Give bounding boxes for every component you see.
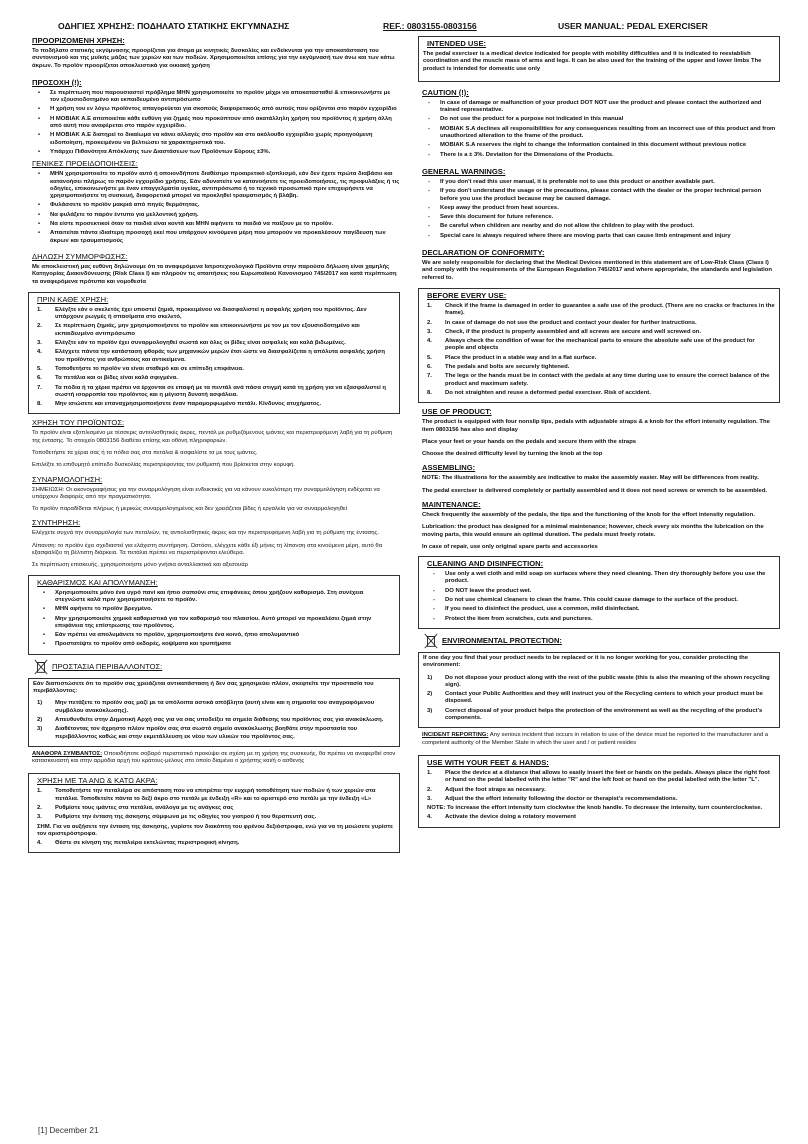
list-item: • Να είστε προσεκτικοί όταν τα παιδιά είναι κοντά και ΜΗΝ αφήνετε τα παιδιά να παίζουν με το προϊόν. xyxy=(38,221,400,228)
gr-assembly-title: ΣΥΝΑΡΜΟΛΟΓΗΣΗ: xyxy=(32,474,103,484)
list-item: NOTE: To increase the effort intensity turn clockwise the knob handle. To decrease the intensity, turn counterclockwise. xyxy=(427,805,763,812)
gr-cleaning-title: ΚΑΘΑΡΙΣΜΟΣ ΚΑΙ ΑΠΟΛΥΜΑΝΣΗ: xyxy=(37,577,158,587)
gr-warnings-title: ΓΕΝΙΚΕΣ ΠΡΟΕΙΔΟΠΟΙΗΣΕΙΣ: xyxy=(32,159,138,169)
gr-product-use-title: ΧΡΗΣΗ ΤΟΥ ΠΡΟΪΟΝΤΟΣ: xyxy=(32,418,125,428)
english-title: USER MANUAL: PEDAL EXERCISER xyxy=(558,21,708,31)
list-item: • Να φυλάξετε το παρόν έντυπο για μελλοντική χρήση. xyxy=(38,212,400,219)
en-warnings-list xyxy=(418,179,780,240)
paragraph: Choose the desired difficulty level by turning the knob at the top xyxy=(422,451,603,458)
gr-environment-heading xyxy=(32,659,400,675)
gr-warnings-list xyxy=(28,171,400,245)
list-item: • Η ΜΟΒΙΑΚ Α.Ε αποποιείται κάθε ευθύνη για ζημιές που προκύπτουν από ακατάλληλη χρήση του προϊόντος ή χρήση άλλη από αυτή που αναφέρεται στο παρόν εγχειρίδιο. xyxy=(38,116,400,131)
list-item: 2. Σε περίπτωση ζημιάς, μην χρησιμοποιήσετε το προϊόν και επικοινωνήστε με τον με τον εξουσιοδοτημένο και εκπαιδευμένο αντιπρόσωπο xyxy=(37,323,360,337)
list-item: - If you don't read this user manual, it is preferable not to use this product or another available part. xyxy=(428,179,780,186)
list-item: 2. In case of damage do not use the product and contact your dealer for further instructions. xyxy=(427,319,697,326)
en-before-use-title: BEFORE EVERY USE: xyxy=(427,290,507,300)
paragraph: Place your feet or your hands on the pedals and secure them with the straps xyxy=(422,438,637,445)
list-item: 4. Θέστε σε κίνηση της πεταλιέρα εκτελώντας περιστροφική κίνηση. xyxy=(37,840,240,847)
list-item: 7. Τα πόδια ή τα χέρια πρέπει να έρχονται σε επαφή με τα πεντάλ ανά πάσα στιγμή κατά τη χρήση για να εξασφαλιστεί η σωστή ισορροπία του προϊόντος και η μέγιστη δυνατή ασφάλεια. xyxy=(37,384,386,398)
list-item: 2) Απευθυνθείτε στην Δημοτική Αρχή σας για να σας υποδείξει τα σημεία διάθεσης του προϊόντος σας για ανακύκλωση. xyxy=(37,716,384,723)
list-item: 6. The pedals and bolts are securely tightened. xyxy=(427,364,570,371)
list-item: • Η ΜΟΒΙΑΚ Α.Ε διατηρεί το δικαίωμα να κάνει αλλαγές στο προϊόν και στο ακόλουθο εγχειρίδιο χωρίς προηγούμενη ειδοποίηση, προκειμένου να βελτιώσει τα χαρακτηριστικά του. xyxy=(38,132,400,147)
en-environment-box xyxy=(418,652,780,728)
paragraph: Τοποθετήστε τα χέρια σας ή τα πόδια σας στα πετάλια & ασφαλίστε τα με τους ιμάντες. xyxy=(32,449,258,456)
list-item: • Απαιτείται πάντα ιδιαίτερη προσοχή εκεί που υπάρχουν κινούμενα μέρη που μπορούν να προκαλέσουν παγίδευση των άκρων και τραυματισμούς xyxy=(38,230,400,245)
gr-before-use-box xyxy=(28,292,400,415)
list-item: • Υπάρχει Πιθανότητα Απόκλισης των Διαστάσεων των Προϊόντων Εύρους ±3%. xyxy=(38,149,400,156)
gr-maintenance-title: ΣΥΝΤΗΡΗΣΗ: xyxy=(32,518,81,528)
list-item: - If you don't understand the usage or the precautions, please contact with the dealer or the proper technical person before you use the product because may be caused damage. xyxy=(428,188,780,203)
list-item: • Εάν πρέπει να απολυμάνετε το προϊόν, χρησιμοποιήστε ένα κοινό, ήπιο απολυμαντικό xyxy=(43,632,395,639)
list-item: 5. Place the product in a stable way and in a flat surface. xyxy=(427,354,597,361)
gr-conformity-title: ΔΗΛΩΣΗ ΣΥΜΜΟΡΦΩΣΗΣ: xyxy=(32,251,128,261)
list-item: - MOBIAK S.A declines all responsibilities for any consequences resulting from an incorrect use of this product and from unauthorized alteration to the frame of the product. xyxy=(428,126,780,141)
en-maintenance-title: MAINTENANCE: xyxy=(422,499,481,509)
gr-caution-title: ΠΡΟΣΟΧΗ (!): xyxy=(32,77,82,87)
en-incident-label: INCIDENT REPORTING: xyxy=(422,732,489,739)
en-incident-text: Any serious incident that occurs in relation to use of the device must be reported to the manufacturer and a competent authority of the Member State in which the user and / or patient resides xyxy=(422,732,769,746)
list-item: 1. Τοποθετήστε την πεταλιέρα σε απόσταση που να επιτρέπει την ευχερή τοποθέτηση των ποδιών ή των χεριών στα πετάλια. Τοποθετείτε πάντα το δεξί άκρο στο πετάλι με ένδειξη «R» και το αριστερό στο πετάλι με την ένδειξη «L» xyxy=(37,788,376,802)
gr-limbs-title: ΧΡΗΣΗ ΜΕ ΤΑ ΑΝΩ & ΚΑΤΩ ΑΚΡΑ: xyxy=(37,776,158,786)
paragraph: Λίπανση: το προϊόν έχει σχεδιαστεί για ελάχιστη συντήρηση. Ωστόσο, ελέγχετε κάθε έξι μήνες τη λίπανση στα κινούμενα μέρη, αυτό θα εξασφαλίζει τη βέλτιστη διάρκεια. Τα πετάλια πρέπει να περιστρέφονται ελεύθερα. xyxy=(32,542,383,557)
list-item: - DO NOT leave the product wet. xyxy=(433,588,775,595)
list-item: - Special care is always required where there are moving parts that can cause limb entrapment and injury xyxy=(428,233,780,240)
list-item: • ΜΗΝ αφήνετε το προϊόν βρεγμένο. xyxy=(43,606,395,613)
list-item: 3. Adjust the the effort intensity following the doctor or therapist's recommendations. xyxy=(427,795,678,802)
gr-environment-box xyxy=(28,678,400,747)
list-item: - In case of damage or malfunction of your product DOT NOT use the product and please contact the authorized and trained representative. xyxy=(428,100,780,115)
list-item: 1) Μην πετάξετε το προϊόν σας μαζί με τα υπόλοιπα αστικά απόβλητα (αυτή είναι και η σημασία του αναγραφόμενου συμβόλου ανακύκλωσης). xyxy=(37,700,375,714)
list-item: 3) Correct disposal of your product helps the protection of the environment as well as the recycling of the product's components. xyxy=(427,707,763,722)
gr-cleaning-list xyxy=(33,590,395,649)
list-item: 1) Do not dispose your product along with the rest of the public waste (this is also the meaning of the shown recycling sign). xyxy=(427,674,770,688)
en-product-use-title: USE OF PRODUCT: xyxy=(422,407,492,417)
paragraph: Σε περίπτωση επισκευής, χρησιμοποιήστε μόνο γνήσια ανταλλακτικά και αξεσουάρ xyxy=(32,562,249,569)
en-cleaning-list xyxy=(423,571,775,623)
document-header xyxy=(38,21,778,33)
en-intended-text: The pedal exerciser is a medical device indicated for people with mobility difficulties and it is indicated to reestablish coordination and the muscle mass of arms and legs. It can be also used for the training of the upper and lower limbs The product is intended for domestic use only xyxy=(423,51,762,72)
gr-before-use-list xyxy=(33,307,395,409)
list-item: - If you need to disinfect the product, use a common, mild disinfectant. xyxy=(433,606,775,613)
gr-limbs-list xyxy=(33,788,395,847)
gr-intended-text: Το ποδήλατο στατικής εκγύμνασης προορίζεται για άτομα με κινητικές δυσκολίες και ενδείκνυται για την αποκατάσταση του συντονισμού και της μυϊκής μάζας των χεριών και των ποδιών. Χρησιμοποιείται επίσης για την εκγύμνασή των άνω και των κάτω άκρων. Το προϊόν προορίζεται αποκλειστικά για οικιακή χρήση xyxy=(32,48,395,69)
list-item: 4. Always check the condition of wear for the mechanical parts to ensure the absolute safe use of the product for people and objects xyxy=(427,338,755,352)
en-environment-intro: If one day you find that your product needs to be replaced or it is no longer working for you, consider protecting the environment: xyxy=(423,654,748,669)
reference-number: REF.: 0803155-0803156 xyxy=(383,21,477,31)
en-intended-title: INTENDED USE: xyxy=(427,39,487,48)
en-limbs-list xyxy=(423,770,775,822)
gr-intended-title: ΠΡΟΟΡΙΖΟΜΕΝΗ ΧΡΗΣΗ: xyxy=(32,36,125,45)
list-item: • Μην χρησιμοποιείτε χημικά καθαριστικά για τον καθαρισμό του πλαισίου. Αυτό μπορεί να προκαλέσει ζημιά στην επιφάνεια της επίστρωσης του προϊόντος. xyxy=(43,616,395,631)
page-footer: [1] December 21 xyxy=(38,1126,99,1135)
gr-environment-list xyxy=(33,700,395,740)
gr-cleaning-box xyxy=(28,575,400,655)
en-caution-title: CAUTION (!): xyxy=(422,87,469,97)
gr-conformity-text: Με αποκλειστική μας ευθύνη δηλώνουμε ότι τα αναφερόμενα Ιατροτεχνολογικά Προϊόντα στην παρούσα δήλωση είναι χαμηλής Κατηγορίας Διακινδύνευσης (Risk Class I) και πληρούν τις απαιτήσεις του Ευρωπαϊκού Κανονισμού 745/2017 και κατά περίπτωση τα αναφερόμενα πρότυπα και νομοθεσία xyxy=(32,263,397,285)
en-conformity-text: We are solely responsible for declaring that the Medical Devices mentioned in this statement are of Low-Risk Class (Class I) and comply with the requirements of the European Regulation 745/2017 and where appropriate, the standards and legislation referred to. xyxy=(422,260,772,281)
list-item: • Χρησιμοποιείτε μόνο ένα υγρό πανί και ήπιο σαπούνι στις επιφάνειες όπου χρήζουν καθαρισμό. Στη συνέχεια στεγνώστε καλά πριν χρησιμοποιήσετε το προϊόν. xyxy=(43,590,395,605)
paragraph: ΣΗΜΕΙΩΣΗ: Οι εικονογραφήσεις για την συναρμολόγηση είναι ενδεικτικές για να κάνουν ευκολότερη την συναρμολόγηση ενδέχεται να υπάρχουν διαφορές από την πραγματικότητα. xyxy=(32,486,380,500)
paragraph: NOTE: The illustrations for the assembly are indicative to make the assembly easier. May will be differences from reality. xyxy=(422,475,759,482)
crossed-bin-icon xyxy=(32,659,50,675)
en-cleaning-title: CLEANING AND DISINFECTION: xyxy=(427,559,544,569)
list-item: 2) Contact your Public Authorities and they will instruct you of the Recycling centers to which your product must be disposed. xyxy=(427,691,763,705)
en-caution-list xyxy=(418,100,780,159)
paragraph: Το προϊόν είναι εξοπλισμένο με τέσσερις αντιολισθητικές άκρες, πεντάλ με ρυθμιζόμενους ιμάντες και περιστρεφόμενη λαβή για τη ρύθμιση της έντασης. Το στοιχείο 0803156 διαθέτει επίσης και οθόνη πληροφοριών. xyxy=(32,430,393,444)
list-item: 3. Ρυθμίστε την ένταση της άσκησης σύμφωνα με τις οδηγίες του γιατρού ή του θεραπευτή σας. xyxy=(37,814,317,821)
paragraph: The product is equipped with four nonslip tips, pedals with adjustable straps & a knob for the effort intensity regulation. The item 0803156 has also and display xyxy=(422,419,770,433)
list-item: - Use only a wet cloth and mild soap on surfaces where they need cleaning. Then dry thoroughly before you use the product. xyxy=(433,571,775,586)
en-limbs-title: USE WITH YOUR FEET & HANDS: xyxy=(427,757,549,767)
list-item: - Protect the item from scratches, cuts and punctures. xyxy=(433,616,775,623)
list-item: 5. Τοποθετήστε το προϊόν να είναι σταθερό και σε επίπεδη επιφάνεια. xyxy=(37,365,244,372)
list-item: - Be careful when children are nearby and do not allow the children to play with the product. xyxy=(428,223,780,230)
gr-incident-label: ΑΝΑΦΟΡΑ ΣΥΜΒΑΝΤΟΣ: xyxy=(32,750,103,757)
list-item: • Φυλάσσετε το προϊόν μακριά από πηγές θερμότητας. xyxy=(38,202,400,209)
list-item: - Save this document for future reference. xyxy=(428,214,780,221)
en-warnings-title: GENERAL WARNINGS: xyxy=(422,166,506,176)
list-item: 6. Τα πετάλια και οι βίδες είναι καλά σφιγμένα. xyxy=(37,375,178,382)
list-item: 4. Activate the device doing a rotatory movement xyxy=(427,814,576,821)
en-before-use-list xyxy=(423,303,775,397)
en-environment-list xyxy=(423,675,775,723)
list-item: - Do not use chemical cleaners to clean the frame. This could cause damage to the surface of the product. xyxy=(433,597,775,604)
en-limbs-box xyxy=(418,755,780,828)
english-column xyxy=(418,36,780,832)
list-item: - There is a ± 3%. Deviation for the Dimensions of the Products. xyxy=(428,152,780,159)
en-incident-reporting xyxy=(422,732,780,747)
list-item: 1. Ελέγξτε εάν ο σκελετός έχει υποστεί ζημιά, προκειμένου να διασφαλιστεί η ασφαλής χρήση του προϊόντος. Δεν υπάρχουν ρωγμές ή σπασίματα στο σκελετό, xyxy=(37,306,367,321)
greek-column xyxy=(28,36,400,857)
list-item: • Η χρήση του εν λόγω προϊόντος απαγορεύεται για σκοπούς διαφορετικούς από αυτούς που ορίζονται στο παρόν εγχειρίδιο xyxy=(38,106,400,113)
paragraph: In case of repair, use only original spare parts and accessories xyxy=(422,543,598,550)
list-item: • Σε περίπτωση που παρουσιαστεί πρόβλημα ΜΗΝ χρησιμοποιείτε το προϊόν μέχρι να αποκατασταθεί & επικοινωνήστε με τον εξουσιοδοτημένο και εκπαιδευμένο αντιπρόσωπο xyxy=(38,90,400,105)
paragraph: Check frequently the assembly of the pedals, the tips and the functioning of the knob for the effort intensity regulation. xyxy=(422,511,755,518)
en-assembly-title: ASSEMBLING: xyxy=(422,463,476,473)
gr-incident-reporting xyxy=(32,751,400,766)
paragraph: Ελέγχετε συχνά την συναρμολογία των πεταλιών, τις αντιολισθητικές άκρες και την περιστρεφόμενη λαβή για τη ρύθμιση της έντασης. xyxy=(32,530,379,537)
gr-environment-intro: Εάν διαπιστώσετε ότι το προϊόν σας χρειάζεται αντικατάσταση ή δεν σας χρησιμεύει πλέον, σκεφτείτε την προστασία του περιβάλλοντος: xyxy=(33,680,374,695)
list-item: 3. Ελέγξτε εάν το προϊόν έχει συναρμολογηθεί σωστά και όλες οι βίδες είναι ασφαλείς και καλά βιδωμένες. xyxy=(37,340,346,347)
list-item: 8. Μην ισιώσετε και επαναχρησιμοποιήσετε έναν παραμορφωμένο πετάλι. Κίνδυνος ατυχήματος. xyxy=(37,401,322,408)
list-item: 1. Place the device at a distance that allows to easily insert the feet or hands on the pedals. Always place the right foot or hand on the pedal labelled with the letter "R" and the left foot or hand on the pedal labelled with the letter "L". xyxy=(427,769,770,784)
en-intended-box xyxy=(418,36,780,82)
crossed-bin-icon xyxy=(422,633,440,649)
paragraph: Lubrication: the product has designed for a minimal maintenance; however, check every six months the lubrication on the moving parts, this would ensure an optimal duration. The pedals must freely rotate. xyxy=(422,524,764,538)
list-item: 2. Ρυθμίστε τους ιμάντες στα πετάλια, ανάλογα με τις ανάγκες σας xyxy=(37,805,234,811)
list-item: - Keep away the product from heat sources. xyxy=(428,205,780,212)
gr-environment-title: ΠΡΟΣΤΑΣΙΑ ΠΕΡΙΒΑΛΛΟΝΤΟΣ: xyxy=(52,661,163,671)
gr-before-use-title: ΠΡΙΝ ΚΑΘΕ ΧΡΗΣΗ: xyxy=(37,294,109,304)
list-item: • ΜΗΝ χρησιμοποιείτε το προϊόν αυτό ή οποιονδήποτε διαθέσιμο προαιρετικό εξοπλισμό, εάν δεν έχετε πρώτα διαβάσει και κατανοήσει πλήρως το παρόν εγχειρίδιο χρήσης. Εάν αδυνατείτε να κατανοήσετε τις προειδοποιήσεις, τις προφυλάξεις ή τις οδηγίες, επικοινωνήστε με έναν επαγγελματία υγείας, αντιπρόσωπο ή το τεχνικό προσωπικό πριν επιχειρήσετε να χρησιμοποιήσετε τη συσκευή, διαφορετικά μπορεί να προκληθεί τραυματισμός ή βλάβη. xyxy=(38,171,400,200)
list-item: 3) Διαθέτοντας τον άχρηστο πλέον προϊόν σας στα σωστό σημείο ανακύκλωσης βοηθάτε στην προστασία του περιβάλλοντος καθώς και στην εκμετάλλευση εκ νέου των υλικών του προϊόντος σας. xyxy=(37,726,358,740)
gr-caution-list xyxy=(28,90,400,156)
list-item: 7. The legs or the hands must be in contact with the pedals at any time during use to ensure the correct balance of the product and maximum safety. xyxy=(427,373,770,387)
en-cleaning-box xyxy=(418,556,780,629)
en-before-use-box xyxy=(418,288,780,403)
list-item: ΣΗΜ. Για να αυξήσετε την ένταση της άσκησης, γυρίστε τον διακόπτη του φρένου δεξιόστροφα, ενώ για να τη μειώσετε γυρίστε τον αριστερόστροφα. xyxy=(37,823,393,837)
list-item: 2. Adjust the foot straps as necessary. xyxy=(427,786,546,793)
en-conformity-title: DECLARATION OF CONFORMITY: xyxy=(422,248,545,258)
list-item: - Do not use the product for a purpose not indicated in this manual xyxy=(428,116,780,123)
list-item: 1. Check if the frame is damaged in order to guarantee a safe use of the product. (There are no cracks or fractures in the frame). xyxy=(427,302,775,317)
en-environment-heading xyxy=(422,633,780,649)
list-item: 4. Ελέγχετε πάντα την κατάσταση φθοράς των μηχανικών μερών έτσι ώστε να διασφαλίζεται η απόλυτα ασφαλής χρήση του προϊόντος για ανθρώπους και αντικείμενα. xyxy=(37,349,385,363)
greek-title: ΟΔΗΓΙΕΣ ΧΡΗΣΗΣ: ΠΟΔΗΛΑΤΟ ΣΤΑΤΙΚΗΣ ΕΚΓΥΜΝΑΣΗΣ xyxy=(58,21,290,31)
list-item: • Προστατέψτε το προϊόν από εκδορές, κοψίματα και τρυπήματα xyxy=(43,641,395,648)
list-item: 3. Check, if the product is properly assembled and all screws are secure and well screwed on. xyxy=(427,328,702,335)
gr-limbs-box xyxy=(28,773,400,853)
list-item: - MOBIAK S.A reserves the right to change the information contained in this document without previous notice xyxy=(428,142,780,149)
paragraph: The pedal exerciser is delivered completely or partially assembled and it does not need screws or wrench to be assembled. xyxy=(422,487,768,494)
list-item: 8. Do not straighten and reuse a deformed pedal exerciser. Risk of accident. xyxy=(427,389,651,396)
paragraph: Επιλέξτε το επιθυμητό επίπεδο δυσκολίας περιστρέφοντας τον ρυθμιστή που βρίσκεται στην κορυφή. xyxy=(32,462,296,469)
paragraph: Το προϊόν παραδίδεται πλήρως ή μερικώς συναρμολογημένος και δεν χρειάζεται βίδες ή εργαλεία για να συναρμολογηθεί xyxy=(32,506,347,513)
gr-incident-text: Οποιοδήποτε σοβαρό περιστατικό προκύψει σε σχέση με τη χρήση της συσκευής, θα πρέπει να αναφερθεί στον κατασκευαστή και στην αρμόδια αρχή του κράτους-μέλους στο οποίο διαμένει ο χρήστης και/ή ο ασθενής xyxy=(32,750,396,765)
en-environment-title: ENVIRONMENTAL PROTECTION: xyxy=(442,635,562,645)
